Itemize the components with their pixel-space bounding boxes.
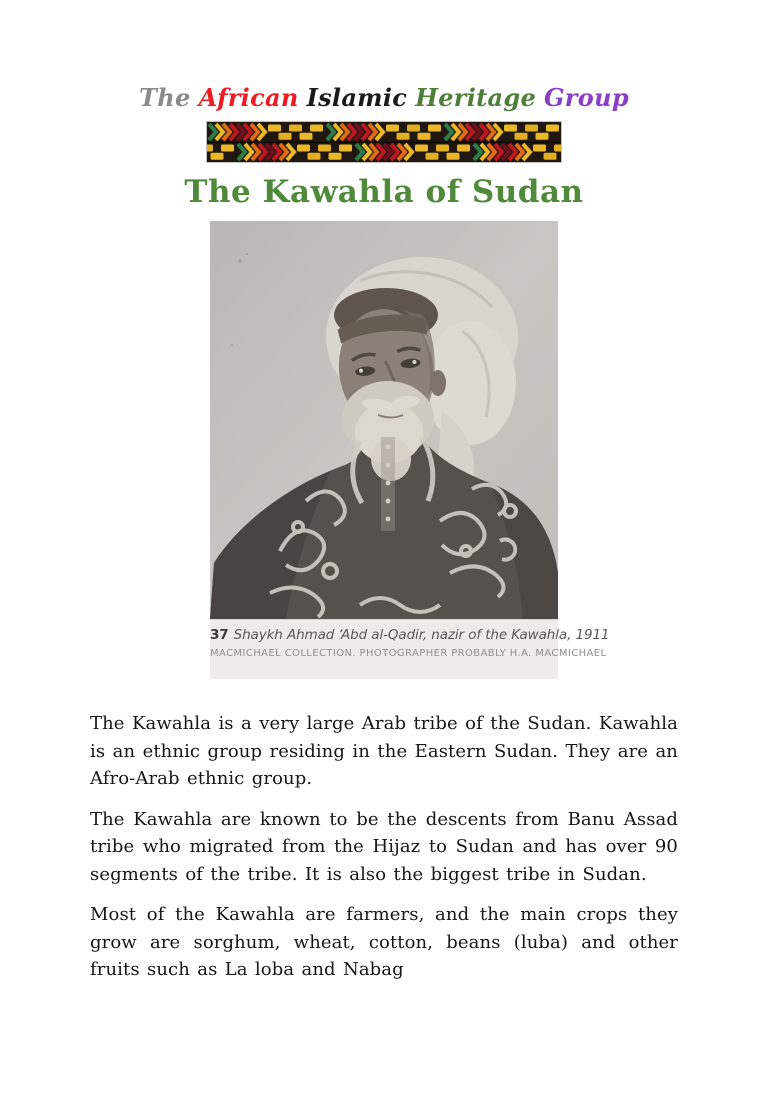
kente-pattern-svg (207, 122, 561, 162)
photo-caption-number: 37 (210, 627, 229, 643)
photo-caption-text: Shaykh Ahmad ‘Abd al-Qadir, nazir of the Kawahla, 1911 (233, 627, 610, 643)
body-paragraph: The Kawahla is a very large Arab tribe of the Sudan. Kawahla is an ethnic group residing in the Eastern Sudan. They are an Afro-Arab ethnic group. (90, 713, 678, 789)
kente-pattern-image (206, 121, 562, 163)
body-paragraph: The Kawahla are known to be the descents from Banu Assad tribe who migrated from the Hijaz to Sudan and has over 90 segments of the tribe. It is also the biggest tribe in Sudan. (90, 808, 678, 885)
org-title-word: Heritage (415, 83, 537, 112)
ear (430, 370, 446, 396)
portrait-photo-image (210, 221, 607, 679)
body-paragraph: Most of the Kawahla are farmers, and the main crops they grow are sorghum, wheat, cotton, beans (luba) and other fruits such as La loba and Nabag (90, 904, 678, 980)
org-title-word: The (139, 83, 191, 112)
document-page (0, 84, 768, 1108)
article-body (90, 710, 678, 984)
org-title-word: Group (544, 83, 629, 112)
org-title-word: Islamic (306, 83, 408, 112)
org-title-word: African (198, 83, 299, 112)
portrait-photo (210, 221, 610, 679)
photo-caption (210, 619, 610, 679)
page-title: The Kawahla of Sudan (184, 174, 584, 210)
photo-caption-credit: MACMICHAEL COLLECTION. PHOTOGRAPHER PROBABLY H.A. MACMICHAEL (210, 648, 607, 659)
photo-caption-title (210, 626, 610, 644)
org-title (0, 84, 768, 112)
